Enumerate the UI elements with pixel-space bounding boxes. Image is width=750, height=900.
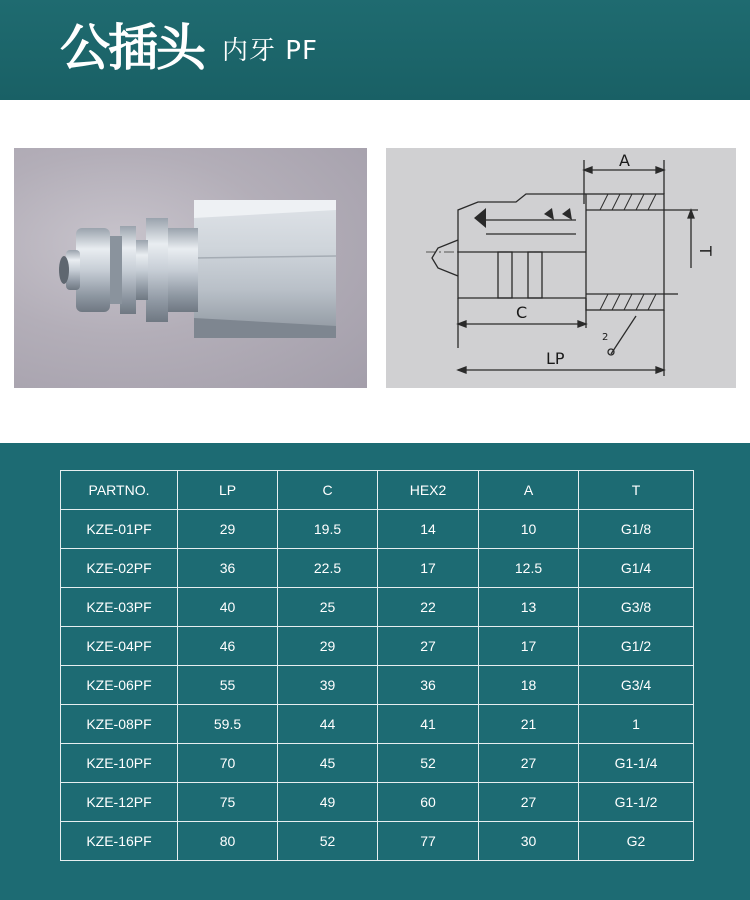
table-row xyxy=(61,510,694,549)
dim-label-a: A xyxy=(619,151,630,170)
cell-hex2: 77 xyxy=(378,822,479,861)
cell-a: 21 xyxy=(479,705,579,744)
cell-partno: KZE-16PF xyxy=(61,822,178,861)
page-title: 公插头 xyxy=(60,19,204,77)
cell-c: 29 xyxy=(278,627,378,666)
cell-c: 49 xyxy=(278,783,378,822)
cell-t: G1-1/2 xyxy=(579,783,694,822)
cell-partno: KZE-01PF xyxy=(61,510,178,549)
cell-lp: 70 xyxy=(178,744,278,783)
cell-a: 27 xyxy=(479,783,579,822)
cell-lp: 80 xyxy=(178,822,278,861)
table-row xyxy=(61,666,694,705)
cell-partno: KZE-12PF xyxy=(61,783,178,822)
header-a: A xyxy=(479,471,579,510)
page-subtitle: 内牙 PF xyxy=(222,36,318,66)
cell-lp: 36 xyxy=(178,549,278,588)
header-banner xyxy=(0,0,750,100)
cell-partno: KZE-06PF xyxy=(61,666,178,705)
cell-hex2: 17 xyxy=(378,549,479,588)
cell-hex2: 60 xyxy=(378,783,479,822)
cell-c: 39 xyxy=(278,666,378,705)
cell-t: G3/4 xyxy=(579,666,694,705)
cell-lp: 59.5 xyxy=(178,705,278,744)
table-header-row xyxy=(61,471,694,510)
cell-c: 45 xyxy=(278,744,378,783)
quick-coupler-photo-icon xyxy=(14,148,367,388)
dim-label-c: C xyxy=(516,303,528,322)
cell-hex2: 22 xyxy=(378,588,479,627)
spec-table-section xyxy=(0,443,750,900)
table-row xyxy=(61,822,694,861)
table-row xyxy=(61,588,694,627)
cell-partno: KZE-02PF xyxy=(61,549,178,588)
spec-table xyxy=(60,470,694,861)
dim-label-t: T xyxy=(696,246,715,256)
cell-a: 30 xyxy=(479,822,579,861)
cell-c: 22.5 xyxy=(278,549,378,588)
cell-hex2: 14 xyxy=(378,510,479,549)
table-row xyxy=(61,783,694,822)
cell-t: G2 xyxy=(579,822,694,861)
cell-hex2: 27 xyxy=(378,627,479,666)
header-t: T xyxy=(579,471,694,510)
cell-partno: KZE-03PF xyxy=(61,588,178,627)
cell-partno: KZE-04PF xyxy=(61,627,178,666)
cell-a: 17 xyxy=(479,627,579,666)
cell-t: G1/4 xyxy=(579,549,694,588)
cell-c: 19.5 xyxy=(278,510,378,549)
cell-lp: 40 xyxy=(178,588,278,627)
cell-t: G1/8 xyxy=(579,510,694,549)
cell-a: 10 xyxy=(479,510,579,549)
cell-a: 18 xyxy=(479,666,579,705)
table-row xyxy=(61,549,694,588)
cell-t: G3/8 xyxy=(579,588,694,627)
product-photo xyxy=(14,148,367,388)
cell-t: G1/2 xyxy=(579,627,694,666)
cell-c: 52 xyxy=(278,822,378,861)
cell-partno: KZE-08PF xyxy=(61,705,178,744)
cell-lp: 46 xyxy=(178,627,278,666)
cell-hex2: 52 xyxy=(378,744,479,783)
cell-hex2: 36 xyxy=(378,666,479,705)
header-c: C xyxy=(278,471,378,510)
cell-partno: KZE-10PF xyxy=(61,744,178,783)
cell-c: 44 xyxy=(278,705,378,744)
cell-lp: 29 xyxy=(178,510,278,549)
dim-label-hex: 2 xyxy=(602,332,609,343)
table-body xyxy=(61,510,694,861)
cell-a: 12.5 xyxy=(479,549,579,588)
header-lp: LP xyxy=(178,471,278,510)
table-row xyxy=(61,744,694,783)
table-row xyxy=(61,627,694,666)
technical-drawing xyxy=(386,148,736,388)
header-hex2: HEX2 xyxy=(378,471,479,510)
cell-c: 25 xyxy=(278,588,378,627)
cell-lp: 55 xyxy=(178,666,278,705)
cell-t: 1 xyxy=(579,705,694,744)
cell-t: G1-1/4 xyxy=(579,744,694,783)
cell-a: 13 xyxy=(479,588,579,627)
cell-hex2: 41 xyxy=(378,705,479,744)
header-partno: PARTNO. xyxy=(61,471,178,510)
dim-label-lp: LP xyxy=(546,349,565,368)
cell-a: 27 xyxy=(479,744,579,783)
table-row xyxy=(61,705,694,744)
cell-lp: 75 xyxy=(178,783,278,822)
coupler-cross-section-drawing xyxy=(386,148,736,388)
